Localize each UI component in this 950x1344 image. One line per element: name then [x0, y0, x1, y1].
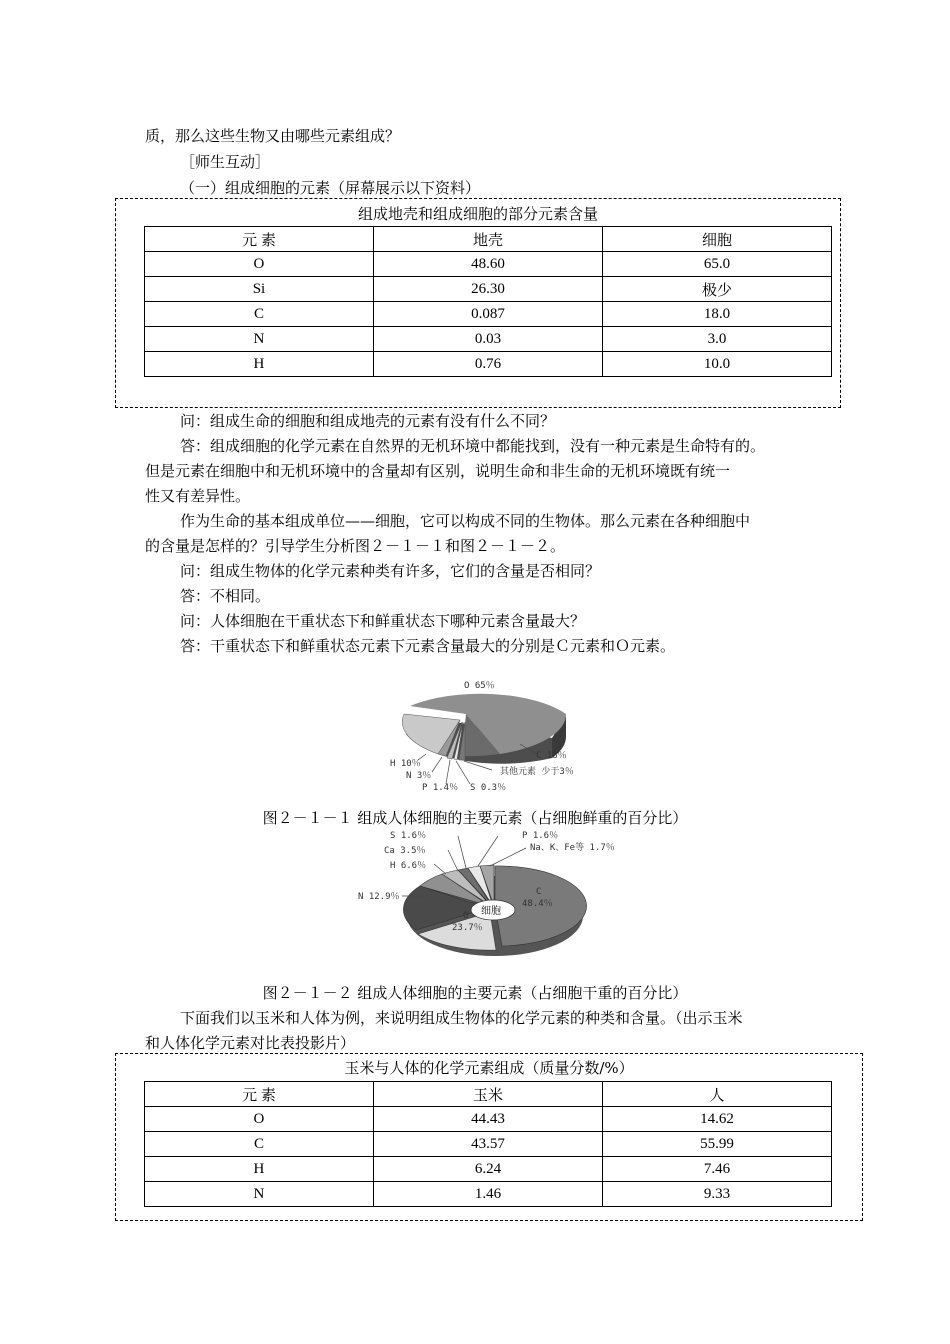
pie1-label-H: H 10％ — [390, 759, 421, 769]
figure-fresh-weight-pie — [370, 662, 610, 798]
table-cell: 3.0 — [602, 327, 831, 352]
table-row — [145, 352, 832, 377]
question-3: 问：人体细胞在干重状态下和鲜重状态下哪种元素含量最大？ — [180, 612, 586, 630]
answer-1-line-2: 但是元素在细胞中和无机环境中的含量却有区别，说明生命和非生命的无机环境既有统一 — [145, 462, 731, 480]
table-cell: H — [145, 1157, 374, 1182]
table-cell: 14.62 — [602, 1107, 831, 1132]
pie2-label-C-value: 48.4％ — [522, 899, 553, 909]
table2-header: 元 素 — [145, 1082, 374, 1107]
table2-header: 人 — [602, 1082, 831, 1107]
pie2-label-N: N 12.9％ — [358, 892, 400, 902]
table1-header: 地壳 — [373, 227, 602, 252]
table-cell: O — [145, 252, 374, 277]
table-cell: 9.33 — [602, 1182, 831, 1207]
pie2-label-Ca: Ca 3.5％ — [384, 846, 426, 856]
answer-2: 答：不相同。 — [180, 587, 271, 605]
table-cell: H — [145, 352, 374, 377]
pie1-label-C: C 18％ — [536, 751, 567, 761]
table-cell: N — [145, 1182, 374, 1207]
pie2-label-C-name: C — [536, 887, 542, 897]
answer-3: 答：干重状态下和鲜重状态元素下元素含量最大的分别是Ｃ元素和Ｏ元素。 — [180, 637, 676, 655]
paragraph-cell-unit-2: 的含量是怎样的？引导学生分析图２－１－１和图２－１－２。 — [145, 537, 566, 555]
table-cell: 55.99 — [602, 1132, 831, 1157]
table-cell: 0.76 — [373, 352, 602, 377]
paragraph-example-2: 和人体化学元素对比表投影片） — [145, 1034, 356, 1052]
pie1-label-other: 其他元素 少于3％ — [500, 767, 574, 777]
table-cell: N — [145, 327, 374, 352]
pie2-label-O-name: O — [463, 911, 469, 921]
pie1-label-S: S 0.3％ — [470, 783, 507, 793]
table-cell: 44.43 — [373, 1107, 602, 1132]
pie1-label-P: P 1.4％ — [422, 783, 459, 793]
table1-header-row — [145, 227, 832, 252]
figure-1-caption: 图２－１－１ 组成人体细胞的主要元素（占细胞鲜重的百分比） — [262, 809, 688, 827]
table2-box — [115, 1053, 863, 1221]
table-row — [145, 302, 832, 327]
pie1-label-N: N 3％ — [406, 771, 432, 781]
table-row — [145, 1132, 832, 1157]
table-cell: 6.24 — [373, 1157, 602, 1182]
pie2-label-O-value: 23.7％ — [452, 923, 483, 933]
paragraph-cell-unit-1: 作为生命的基本组成单位——细胞，它可以构成不同的生物体。那么元素在各种细胞中 — [180, 512, 751, 530]
question-1: 问：组成生命的细胞和组成地壳的元素有没有什么不同？ — [180, 412, 556, 430]
table-cell: 极少 — [602, 277, 831, 302]
pie2-center-label: 细胞 — [481, 906, 501, 917]
table-cell: C — [145, 302, 374, 327]
table-cell: 7.46 — [602, 1157, 831, 1182]
table-row — [145, 1107, 832, 1132]
table2-header: 玉米 — [373, 1082, 602, 1107]
table-row — [145, 327, 832, 352]
table2-title: 玉米与人体的化学元素组成（质量分数/%） — [344, 1059, 634, 1077]
table-cell: Si — [145, 277, 374, 302]
pie2-label-P: P 1.6％ — [522, 831, 559, 841]
table-row — [145, 252, 832, 277]
pie2-label-S: S 1.6％ — [390, 831, 427, 841]
table1-box — [115, 198, 841, 408]
figure-2-caption: 图２－１－２ 组成人体细胞的主要元素（占细胞干重的百分比） — [262, 984, 688, 1002]
answer-1-line-3: 性又有差异性。 — [145, 487, 251, 505]
section-label: ［师生互动］ — [180, 153, 271, 171]
table-cell: 48.60 — [373, 252, 602, 277]
table-cell: 43.57 — [373, 1132, 602, 1157]
table1 — [144, 226, 832, 377]
pie2-label-other: Na、K、Fe等 1.7％ — [530, 843, 615, 853]
table-row — [145, 277, 832, 302]
table-cell: 10.0 — [602, 352, 831, 377]
table-cell: 18.0 — [602, 302, 831, 327]
table-cell: 65.0 — [602, 252, 831, 277]
table2-header-row — [145, 1082, 832, 1107]
table1-header: 细胞 — [602, 227, 831, 252]
table-cell: 0.087 — [373, 302, 602, 327]
table-row — [145, 1157, 832, 1182]
table-cell: C — [145, 1132, 374, 1157]
table-cell: O — [145, 1107, 374, 1132]
pie1-label-O: O 65％ — [464, 681, 495, 691]
table-cell: 0.03 — [373, 327, 602, 352]
table2 — [144, 1081, 832, 1207]
paragraph-intro: 质，那么这些生物又由哪些元素组成？ — [145, 127, 401, 145]
table-cell: 1.46 — [373, 1182, 602, 1207]
table1-header: 元 素 — [145, 227, 374, 252]
table1-title: 组成地壳和组成细胞的部分元素含量 — [357, 205, 598, 223]
answer-1-line-1: 答：组成细胞的化学元素在自然界的无机环境中都能找到，没有一种元素是生命特有的。 — [180, 437, 766, 455]
question-2: 问：组成生物体的化学元素种类有许多，它们的含量是否相同？ — [180, 562, 601, 580]
figure-dry-weight-pie — [350, 826, 640, 976]
section-heading: （一）组成细胞的元素（屏幕展示以下资料） — [180, 179, 481, 197]
pie2-label-H: H 6.6％ — [390, 861, 427, 871]
table-cell: 26.30 — [373, 277, 602, 302]
table-row — [145, 1182, 832, 1207]
paragraph-example-1: 下面我们以玉米和人体为例，来说明组成生物体的化学元素的种类和含量。（出示玉米 — [180, 1009, 743, 1027]
